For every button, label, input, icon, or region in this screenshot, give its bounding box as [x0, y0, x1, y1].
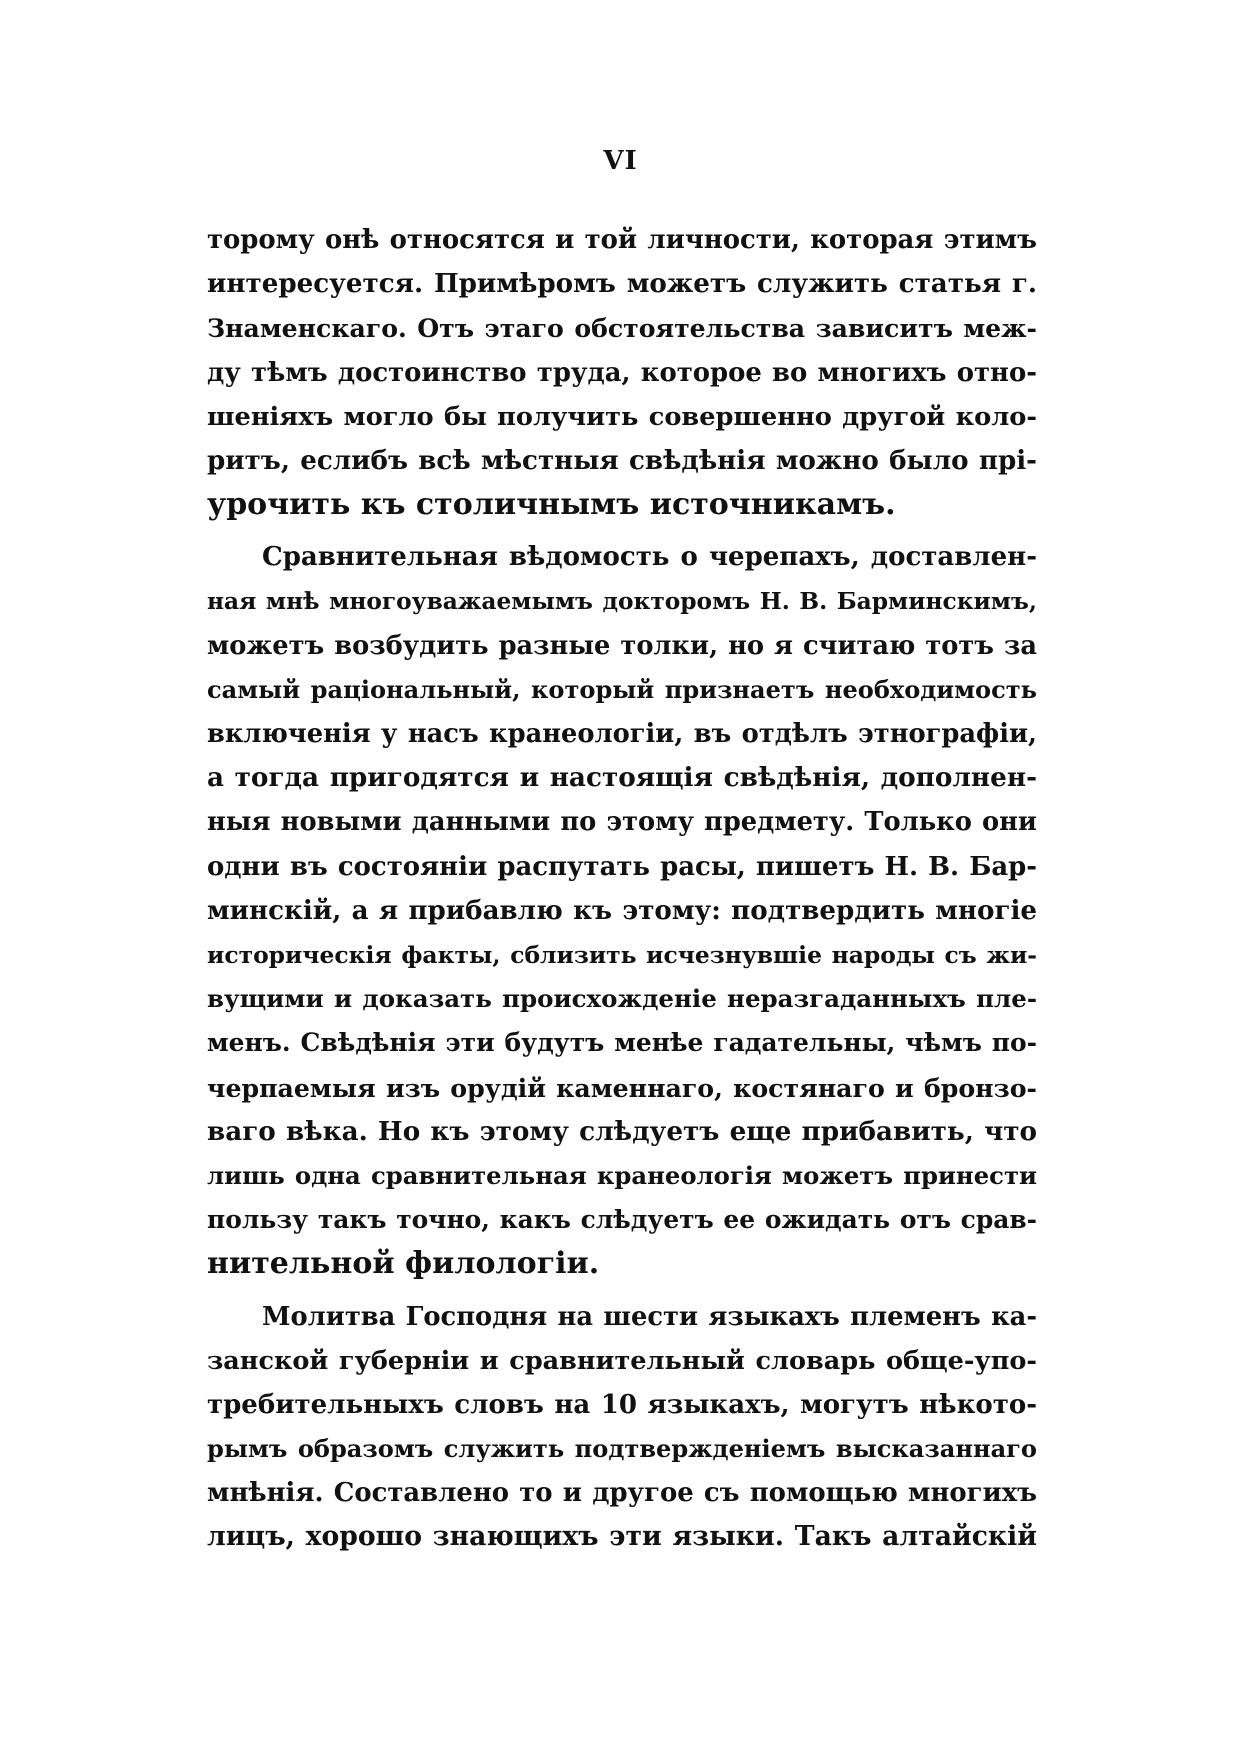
text-line: нительной филологіи.	[207, 1246, 600, 1282]
text-line: пользу такъ точно, какъ слѣдуетъ ее ожидать отъ срав-	[207, 1205, 1037, 1235]
text-line: Сравнительная вѣдомость о черепахъ, доставлен-	[262, 542, 1037, 573]
text-line: занской губерніи и сравнительный словарь обще-упо-	[207, 1345, 1037, 1376]
text-line: урочить къ столичнымъ источникамъ.	[207, 487, 896, 523]
text-line: минскій, а я прибавлю къ этому: подтвердить многіе	[207, 894, 1037, 926]
page-number: VI	[603, 146, 638, 176]
text-line: черпаемыя изъ орудій каменнаго, костянаго и бронзо-	[207, 1072, 1037, 1103]
text-line: шеніяхъ могло бы получить совершенно другой коло-	[207, 401, 1037, 432]
text-line: Молитва Господня на шести языкахъ племенъ ка-	[262, 1301, 1037, 1332]
text-line: включенія у насъ кранеологіи, въ отдѣлъ этнографіи,	[207, 719, 1037, 750]
text-line: историческія факты, сблизить исчезнувшіе народы съ жи-	[207, 941, 1037, 969]
text-line: ваго вѣка. Но къ этому слѣдуетъ еще прибавить, что	[207, 1115, 1037, 1147]
text-line: ная мнѣ многоуважаемымъ докторомъ Н. В. Барминскимъ,	[207, 587, 1037, 615]
body-text	[207, 218, 1037, 1560]
text-line: ду тѣмъ достоинство труда, которое во многихъ отно-	[207, 357, 1037, 388]
text-line: ныя новыми данными по этому предмету. Только они	[207, 807, 1037, 838]
text-line: менъ. Свѣдѣнія эти будутъ менѣе гадательны, чѣмъ по-	[207, 1028, 1037, 1058]
text-line: торому онѣ относятся и той личности, которая этимъ	[207, 225, 1037, 255]
text-line: требительныхъ словъ на 10 языкахъ, могутъ нѣкото-	[207, 1389, 1037, 1420]
text-line: самый раціональный, который признаетъ необходимость	[207, 674, 1037, 704]
text-line: интересуется. Примѣромъ можетъ служить статья г.	[207, 268, 1037, 300]
paragraph-3	[207, 1295, 1037, 1560]
text-line: рымъ образомъ служить подтвержденіемъ высказаннаго	[207, 1434, 1037, 1464]
text-line: Знаменскаго. Отъ этаго обстоятельства зависитъ меж-	[207, 313, 1037, 344]
text-line: а тогда пригодятся и настоящія свѣдѣнія, дополнен-	[207, 762, 1037, 794]
text-line: мнѣнія. Составлено то и другое съ помощью многихъ	[207, 1478, 1037, 1509]
text-line: вущими и доказать происхожденіе неразгаданныхъ пле-	[207, 984, 1037, 1014]
text-line: одни въ состояніи распутать расы, пишетъ Н. В. Бар-	[207, 851, 1037, 882]
paragraph-2	[207, 535, 1037, 1286]
text-line: можетъ возбудить разные толки, но я считаю тотъ за	[207, 630, 1037, 661]
text-line: лицъ, хорошо знающихъ эти языки. Такъ алтайскій	[207, 1521, 1037, 1553]
text-line: лишь одна сравнительная кранеологія можетъ принести	[207, 1160, 1037, 1190]
text-line: ритъ, еслибъ всѣ мѣстныя свѣдѣнія можно было прі-	[207, 444, 1037, 476]
paragraph-1	[207, 218, 1037, 527]
